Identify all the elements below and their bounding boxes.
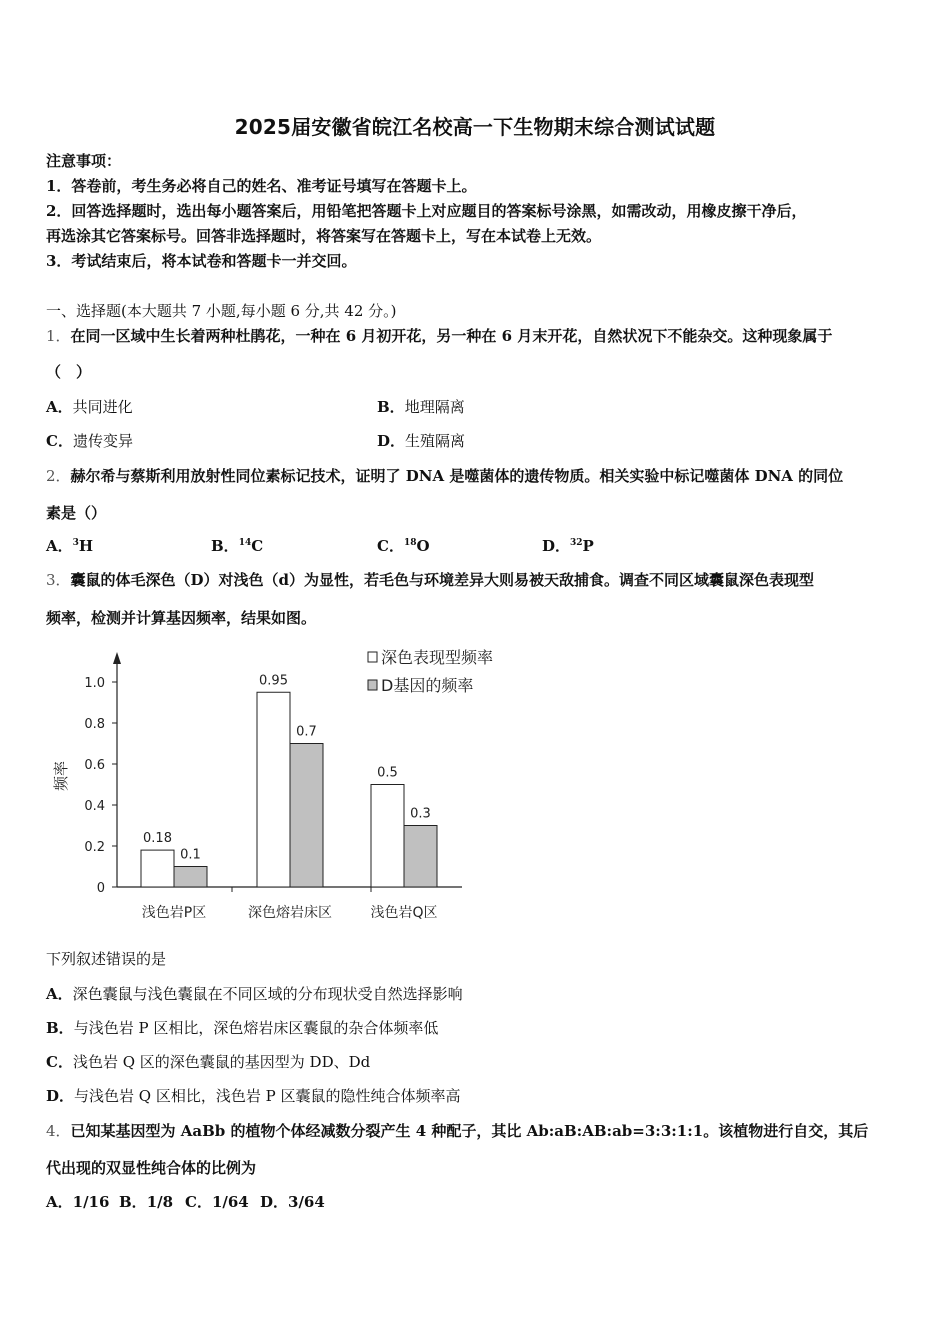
- notice-item: 3．考试结束后，将本试卷和答题卡一并交回。: [46, 252, 357, 270]
- x-tick-label: 深色熔岩床区: [248, 905, 332, 921]
- option-b[interactable]: B．与浅色岩 P 区相比，深色熔岩床区囊鼠的杂合体频率低: [46, 1019, 439, 1037]
- y-tick-label: 0.4: [84, 799, 105, 814]
- bar: [404, 826, 437, 888]
- question-text: 赫尔希与蔡斯利用放射性同位素标记技术，证明了 DNA 是噬菌体的遗传物质。相关实验中标记噬菌体 DNA 的同位: [70, 467, 844, 485]
- bar: [257, 692, 290, 887]
- y-tick-label: 0.2: [84, 840, 105, 855]
- question-number: 1．: [46, 327, 71, 345]
- data-label: 0.18: [143, 831, 172, 847]
- option-d[interactable]: D．$^{32}$P: [542, 537, 594, 555]
- question-number: 4．: [46, 1122, 71, 1140]
- question-text: 频率，检测并计算基因频率，结果如图。: [46, 609, 317, 627]
- page-title: 2025届安徽省皖江名校高一下生物期末综合测试试题: [234, 115, 716, 139]
- bar: [290, 744, 323, 888]
- legend-label: D基因的频率: [381, 676, 474, 695]
- option-d[interactable]: D．与浅色岩 Q 区相比，浅色岩 P 区囊鼠的隐性纯合体频率高: [46, 1087, 461, 1105]
- question-text: 代出现的双显性纯合体的比例为: [46, 1159, 257, 1177]
- y-tick-label: 0: [96, 881, 105, 896]
- notice-item: 再选涂其它答案标号。回答非选择题时，将答案写在答题卡上，写在本试卷上无效。: [46, 227, 602, 245]
- x-tick-label: 浅色岩Q区: [370, 905, 438, 921]
- question-text: 囊鼠的体毛深色（D）对浅色（d）为显性，若毛色与环境差异大则易被天敌捕食。调查不同区域囊鼠深色表现型: [70, 571, 815, 589]
- question-4: [46, 1121, 868, 1141]
- bar: [174, 867, 207, 888]
- option-b[interactable]: B．1/8: [119, 1193, 174, 1211]
- y-tick-label: 0.6: [84, 758, 105, 773]
- notice-heading: 注意事项：: [46, 152, 122, 170]
- legend-swatch: [368, 680, 377, 690]
- option-c[interactable]: C．1/64: [185, 1193, 249, 1211]
- notice-item: 1．答卷前，考生务必将自己的姓名、准考证号填写在答题卡上。: [46, 177, 477, 195]
- option-c[interactable]: C．浅色岩 Q 区的深色囊鼠的基因型为 DD、Dd: [46, 1053, 371, 1071]
- x-tick-label: 浅色岩P区: [141, 905, 207, 921]
- option-b[interactable]: B．地理隔离: [377, 398, 465, 416]
- data-label: 0.95: [259, 673, 288, 689]
- question-text: 在同一区域中生长着两种杜鹃花，一种在 6 月初开花，另一种在 6 月末开花，自然状况下不能杂交。这种现象属于: [70, 327, 833, 345]
- y-tick-label: 0.8: [84, 717, 105, 732]
- y-axis-label: 频率: [52, 760, 70, 792]
- data-label: 0.7: [296, 724, 317, 740]
- bar-chart: [46, 640, 526, 930]
- question-3: [46, 570, 814, 590]
- bar: [371, 785, 404, 888]
- question-2: [46, 466, 843, 486]
- option-d[interactable]: D．3/64: [260, 1193, 325, 1211]
- option-c[interactable]: C．$^{18}$O: [377, 537, 430, 555]
- data-label: 0.3: [410, 806, 431, 822]
- y-tick-label: 1.0: [84, 676, 105, 691]
- data-label: 0.1: [180, 847, 201, 863]
- option-a[interactable]: A．共同进化: [46, 398, 133, 416]
- option-c[interactable]: C．遗传变异: [46, 432, 133, 450]
- option-d[interactable]: D．生殖隔离: [377, 432, 466, 450]
- option-a[interactable]: A．1/16: [46, 1193, 110, 1211]
- question-prompt: 下列叙述错误的是: [46, 950, 167, 968]
- y-axis-arrow: [113, 652, 121, 664]
- section-heading: 一、选择题(本大题共 7 小题,每小题 6 分,共 42 分。): [46, 302, 397, 320]
- option-a[interactable]: A．$^3$H: [46, 537, 94, 555]
- notice-item: 2．回答选择题时，选出每小题答案后，用铅笔把答题卡上对应题目的答案标号涂黑，如需改动，用橡皮擦干净后，: [46, 202, 807, 220]
- data-label: 0.5: [377, 765, 398, 781]
- bar: [141, 850, 174, 887]
- question-text: （ ）: [46, 363, 92, 381]
- question-number: 2．: [46, 467, 71, 485]
- question-number: 3．: [46, 571, 71, 589]
- question-1: [46, 326, 832, 346]
- legend-swatch: [368, 652, 377, 662]
- option-a[interactable]: A．深色囊鼠与浅色囊鼠在不同区域的分布现状受自然选择影响: [46, 985, 463, 1003]
- question-text: 素是（）: [46, 504, 107, 522]
- question-text: 已知某基因型为 AaBb 的植物个体经减数分裂产生 4 种配子，其比 Ab:aB:AB:ab=3:3:1:1。该植物进行自交，其后: [70, 1122, 869, 1140]
- legend-label: 深色表现型频率: [381, 648, 494, 667]
- option-b[interactable]: B．$^{14}$C: [211, 537, 264, 555]
